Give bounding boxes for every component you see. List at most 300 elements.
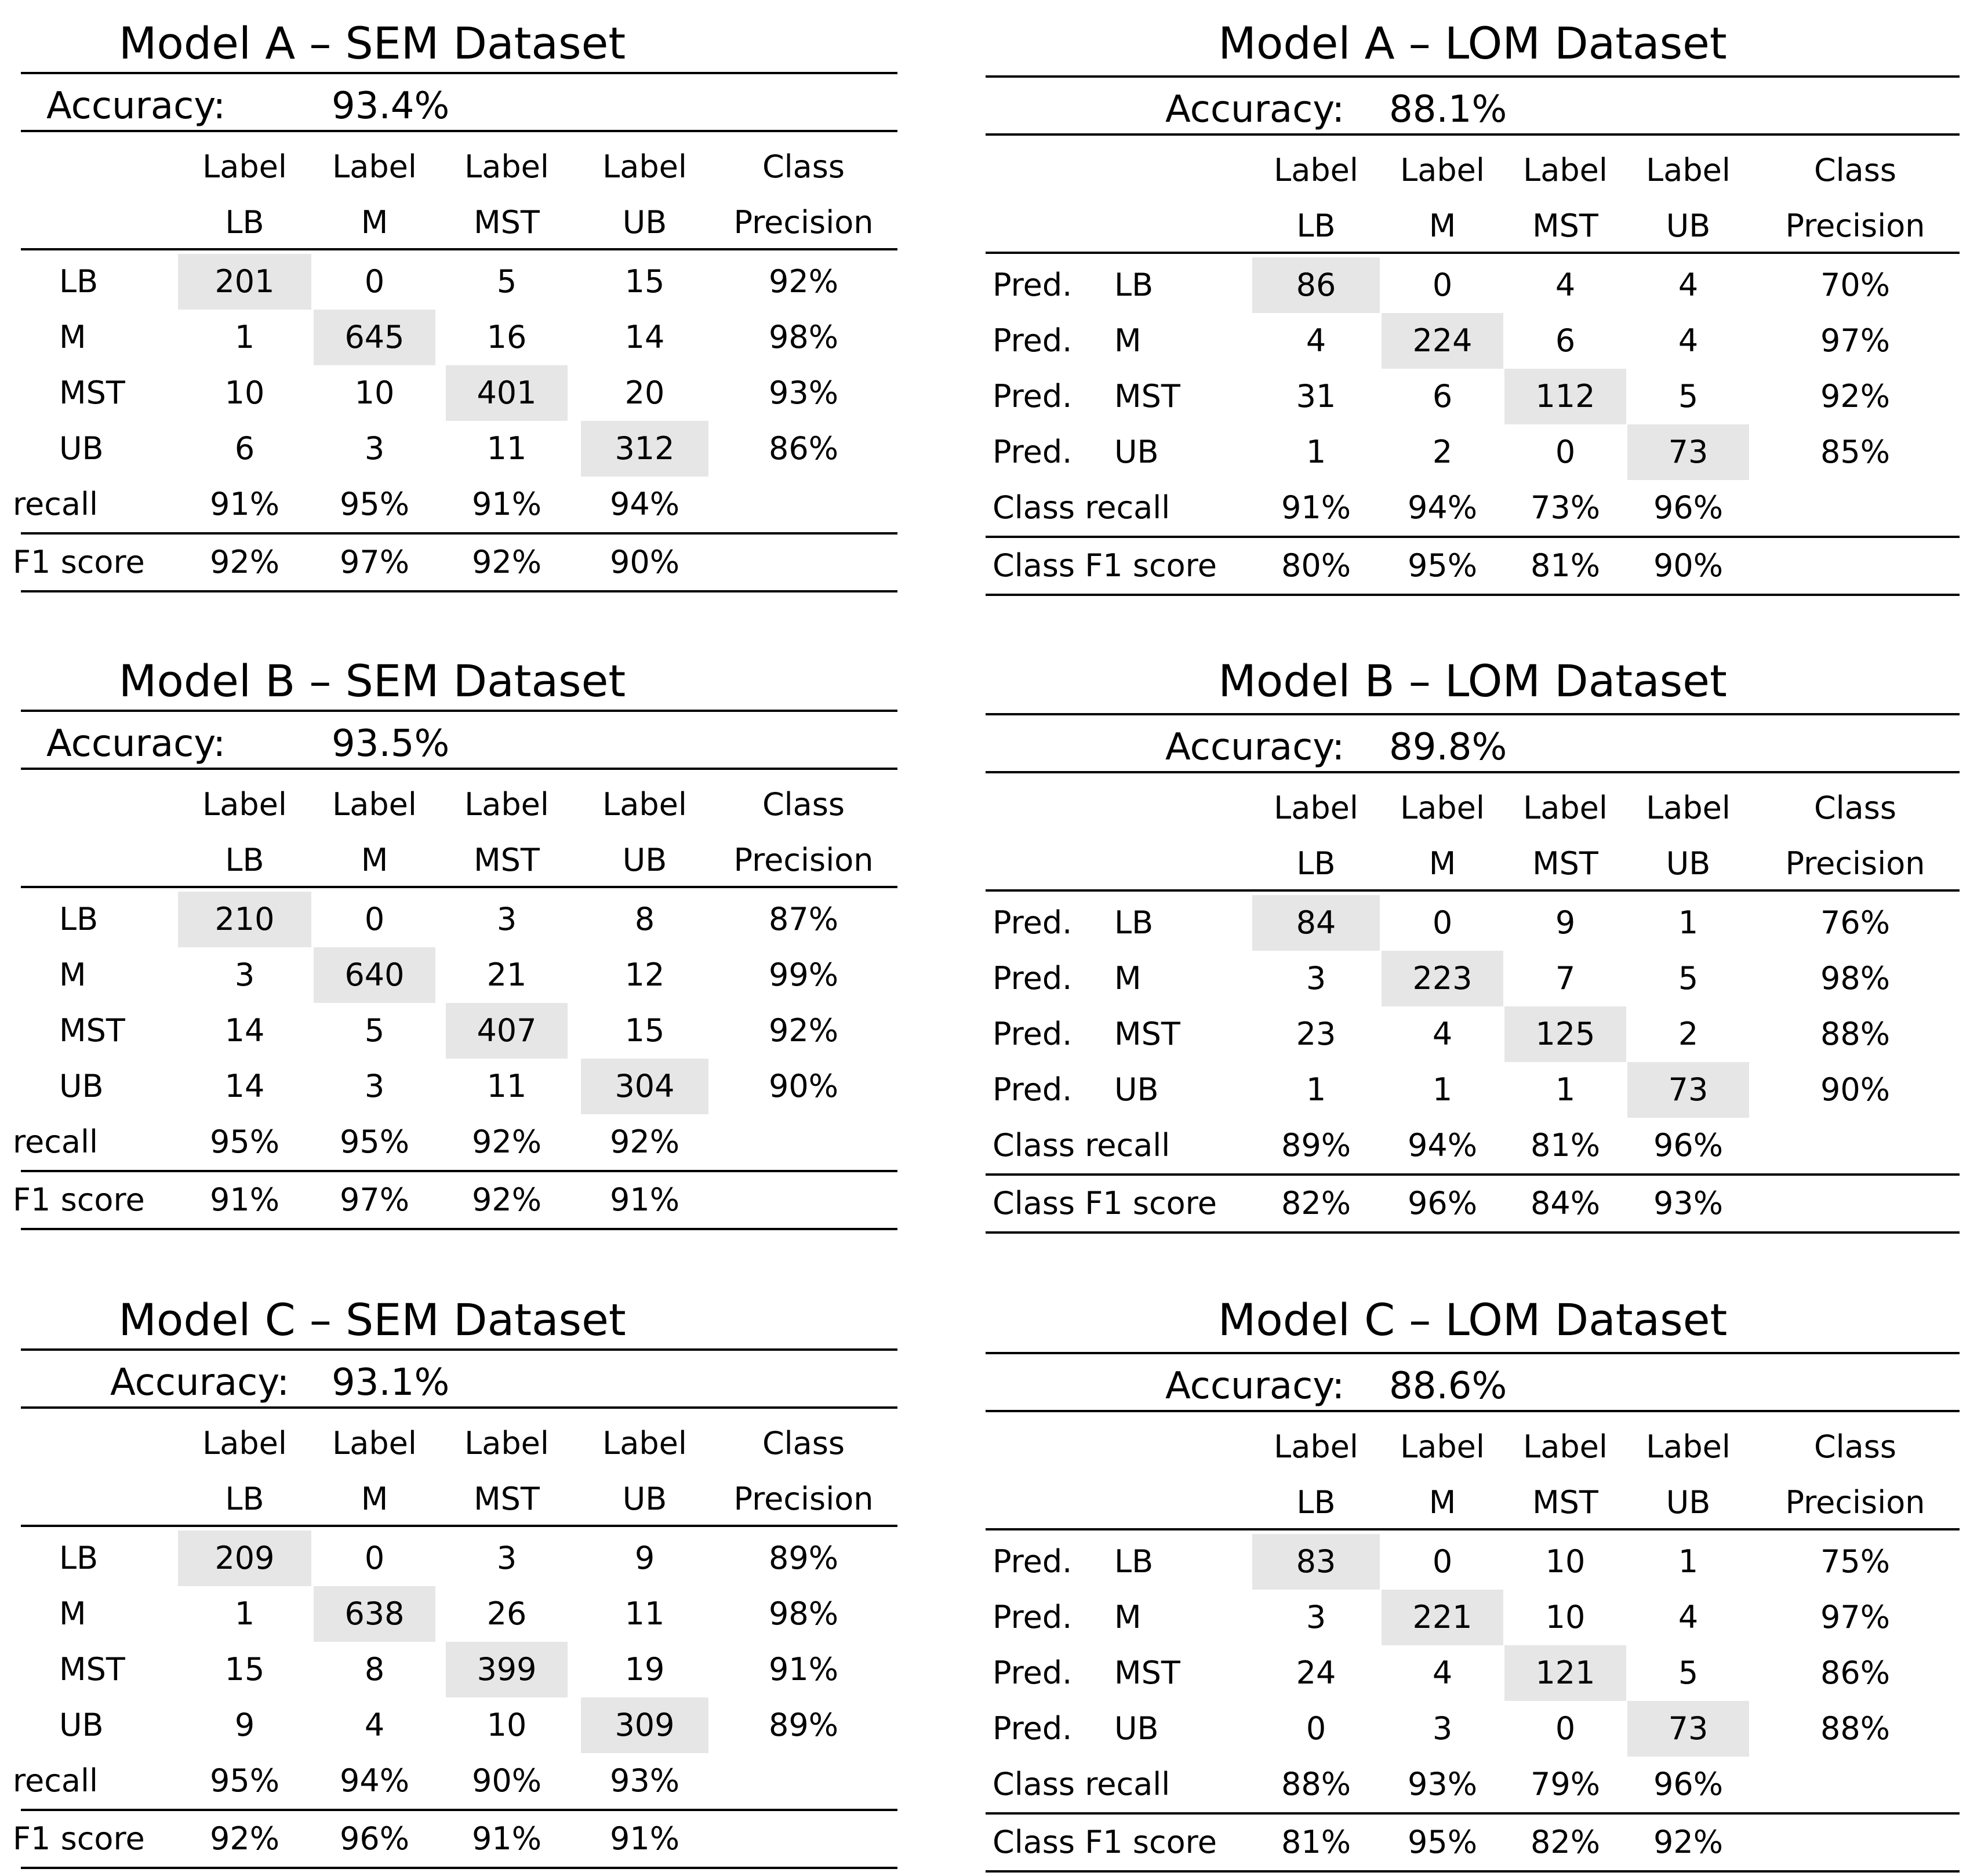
matrix-cell: 24	[1296, 1655, 1336, 1691]
matrix-cell: 0	[1306, 1710, 1326, 1747]
column-header-class: UB	[1666, 845, 1711, 882]
matrix-cell: 21	[486, 957, 527, 993]
accuracy-label: Accuracy:	[46, 722, 226, 765]
row-pred-label: Pred.	[993, 904, 1073, 941]
class-f1-cell: 95%	[1407, 547, 1478, 584]
row-pred-label: Pred.	[993, 1543, 1073, 1580]
matrix-cell: 3	[234, 957, 255, 993]
class-f1-cell: 97%	[339, 1181, 410, 1218]
header-rule	[986, 1528, 1960, 1530]
column-header-class: M	[361, 204, 388, 241]
class-f1-cell: 95%	[1407, 1824, 1478, 1860]
column-header: Class	[762, 148, 845, 185]
column-header-class: UB	[622, 842, 667, 878]
matrix-cell: 1	[1678, 904, 1699, 941]
column-header-class: Precision	[733, 842, 874, 878]
matrix-cell: 10	[1545, 1543, 1586, 1580]
row-class-label: UB	[1114, 434, 1159, 470]
matrix-cell: 1	[234, 319, 255, 355]
class-recall-cell: 96%	[1653, 489, 1724, 526]
diagonal-cell: 83	[1252, 1534, 1380, 1590]
column-header-class: M	[1428, 845, 1456, 882]
matrix-cell: 4	[1432, 1016, 1453, 1052]
matrix-cell: 1	[1306, 1071, 1326, 1108]
column-header: Label	[332, 1425, 417, 1461]
matrix-cell: 5	[496, 263, 517, 300]
diagonal-cell: 84	[1252, 895, 1380, 951]
class-recall-cell: 95%	[339, 1124, 410, 1160]
row-class-label: M	[1114, 1599, 1142, 1635]
accuracy-label: Accuracy:	[110, 1361, 290, 1404]
diagonal-cell: 638	[314, 1586, 435, 1642]
title-rule	[21, 72, 897, 74]
matrix-cell: 2	[1678, 1016, 1699, 1052]
row-class-label: MST	[1114, 1016, 1180, 1052]
header-rule	[986, 889, 1960, 892]
diagonal-cell: 73	[1627, 1701, 1749, 1757]
matrix-cell: 6	[1432, 378, 1453, 415]
matrix-cell: 9	[234, 1707, 255, 1743]
column-header: Label	[464, 1425, 549, 1461]
row-class-label: LB	[1114, 267, 1154, 303]
f1-rule	[986, 1870, 1960, 1873]
column-header: Label	[602, 786, 687, 823]
class-precision-cell: 90%	[768, 1068, 839, 1104]
column-header-class: MST	[474, 1481, 540, 1517]
matrix-cell: 8	[634, 901, 655, 937]
column-header: Label	[202, 786, 287, 823]
class-recall-cell: 91%	[209, 486, 280, 522]
f1-label: Class F1 score	[993, 1824, 1217, 1860]
matrix-cell: 10	[354, 375, 395, 411]
class-f1-cell: 93%	[1653, 1185, 1724, 1221]
panel-title: Model A – LOM Dataset	[1218, 17, 1727, 69]
matrix-cell: 10	[224, 375, 265, 411]
column-header-class: LB	[225, 1481, 264, 1517]
row-class-label: M	[1114, 960, 1142, 997]
class-precision-cell: 88%	[1820, 1710, 1891, 1747]
row-class-label: LB	[1114, 904, 1154, 941]
matrix-cell: 3	[496, 1540, 517, 1576]
accuracy-label: Accuracy:	[46, 85, 226, 128]
panel-title: Model B – LOM Dataset	[1218, 655, 1727, 707]
matrix-cell: 3	[1432, 1710, 1453, 1747]
f1-rule	[21, 1228, 897, 1230]
class-recall-cell: 95%	[339, 486, 410, 522]
class-recall-cell: 73%	[1530, 489, 1601, 526]
class-recall-cell: 90%	[471, 1762, 542, 1799]
class-precision-cell: 97%	[1820, 1599, 1891, 1635]
recall-label: recall	[13, 1124, 99, 1160]
accuracy-value: 93.5%	[332, 722, 450, 765]
matrix-cell: 19	[624, 1651, 665, 1688]
accuracy-value: 88.1%	[1389, 88, 1507, 131]
f1-rule	[21, 590, 897, 592]
recall-label: Class recall	[993, 489, 1171, 526]
matrix-cell: 3	[364, 1068, 385, 1104]
header-rule	[21, 248, 897, 250]
recall-label: recall	[13, 1762, 99, 1799]
f1-label: F1 score	[13, 544, 145, 580]
diagonal-cell: 73	[1627, 1062, 1749, 1118]
column-header: Label	[1646, 1428, 1731, 1465]
matrix-cell: 15	[224, 1651, 265, 1688]
accuracy-rule	[986, 771, 1960, 773]
column-header: Class	[1813, 1428, 1897, 1465]
diagonal-cell: 407	[446, 1003, 568, 1059]
row-pred-label: Pred.	[993, 1071, 1073, 1108]
matrix-cell: 4	[1678, 322, 1699, 359]
matrix-cell: 5	[1678, 1655, 1699, 1691]
row-class-label: LB	[59, 901, 99, 937]
class-recall-cell: 79%	[1530, 1766, 1601, 1802]
diagonal-cell: 224	[1382, 313, 1503, 369]
class-precision-cell: 89%	[768, 1540, 839, 1576]
diagonal-cell: 401	[446, 365, 568, 421]
class-f1-cell: 82%	[1281, 1185, 1351, 1221]
matrix-cell: 1	[1678, 1543, 1699, 1580]
column-header: Class	[762, 786, 845, 823]
row-class-label: M	[59, 319, 86, 355]
class-f1-cell: 91%	[609, 1820, 680, 1857]
class-recall-cell: 96%	[1653, 1127, 1724, 1164]
column-header-class: LB	[225, 204, 264, 241]
matrix-cell: 20	[624, 375, 665, 411]
class-f1-cell: 92%	[471, 544, 542, 580]
class-f1-cell: 81%	[1530, 547, 1601, 584]
matrix-cell: 9	[1555, 904, 1576, 941]
class-precision-cell: 98%	[768, 1595, 839, 1632]
accuracy-label: Accuracy:	[1165, 1365, 1345, 1408]
column-header-class: MST	[1532, 1484, 1598, 1521]
matrix-cell: 12	[624, 957, 665, 993]
class-precision-cell: 90%	[1820, 1071, 1891, 1108]
matrix-cell: 0	[1432, 267, 1453, 303]
matrix-cell: 4	[1432, 1655, 1453, 1691]
class-precision-cell: 85%	[1820, 434, 1891, 470]
matrix-cell: 5	[364, 1012, 385, 1049]
matrix-cell: 23	[1296, 1016, 1336, 1052]
column-header: Label	[602, 148, 687, 185]
column-header-class: LB	[1296, 208, 1336, 244]
class-recall-cell: 88%	[1281, 1766, 1351, 1802]
f1-label: Class F1 score	[993, 547, 1217, 584]
class-f1-cell: 92%	[471, 1181, 542, 1218]
matrix-cell: 14	[624, 319, 665, 355]
matrix-cell: 6	[234, 430, 255, 467]
row-class-label: LB	[59, 263, 99, 300]
title-rule	[986, 75, 1960, 78]
column-header-class: M	[361, 1481, 388, 1517]
column-header: Label	[1400, 790, 1485, 826]
row-class-label: MST	[59, 1651, 125, 1688]
matrix-cell: 0	[1555, 1710, 1576, 1747]
panel-title: Model B – SEM Dataset	[118, 655, 626, 707]
column-header-class: UB	[1666, 208, 1711, 244]
matrix-cell: 3	[364, 430, 385, 467]
class-precision-cell: 99%	[768, 957, 839, 993]
column-header: Class	[1813, 152, 1897, 188]
class-precision-cell: 93%	[768, 375, 839, 411]
column-header: Label	[1646, 790, 1731, 826]
class-recall-cell: 95%	[209, 1124, 280, 1160]
class-f1-cell: 91%	[609, 1181, 680, 1218]
diagonal-cell: 209	[178, 1530, 311, 1586]
diagonal-cell: 125	[1504, 1006, 1626, 1062]
diagonal-cell: 221	[1382, 1590, 1503, 1645]
column-header-class: Precision	[733, 1481, 874, 1517]
matrix-cell: 15	[624, 1012, 665, 1049]
class-recall-cell: 96%	[1653, 1766, 1724, 1802]
matrix-cell: 10	[1545, 1599, 1586, 1635]
class-precision-cell: 98%	[1820, 960, 1891, 997]
diagonal-cell: 121	[1504, 1645, 1626, 1701]
row-class-label: M	[59, 957, 86, 993]
row-pred-label: Pred.	[993, 1599, 1073, 1635]
matrix-cell: 3	[1306, 1599, 1326, 1635]
class-recall-cell: 89%	[1281, 1127, 1351, 1164]
matrix-cell: 9	[634, 1540, 655, 1576]
row-pred-label: Pred.	[993, 1655, 1073, 1691]
class-precision-cell: 92%	[768, 1012, 839, 1049]
matrix-cell: 0	[364, 263, 385, 300]
accuracy-value: 89.8%	[1389, 726, 1507, 769]
matrix-cell: 14	[224, 1012, 265, 1049]
class-recall-cell: 95%	[209, 1762, 280, 1799]
diagonal-cell: 86	[1252, 257, 1380, 313]
column-header: Class	[762, 1425, 845, 1461]
row-class-label: LB	[1114, 1543, 1154, 1580]
class-f1-cell: 90%	[609, 544, 680, 580]
column-header: Class	[1813, 790, 1897, 826]
class-recall-cell: 94%	[1407, 1127, 1478, 1164]
matrix-cell: 4	[1306, 322, 1326, 359]
class-precision-cell: 76%	[1820, 904, 1891, 941]
matrix-cell: 5	[1678, 378, 1699, 415]
class-f1-cell: 96%	[339, 1820, 410, 1857]
row-class-label: MST	[59, 1012, 125, 1049]
panel-title: Model C – LOM Dataset	[1217, 1294, 1728, 1346]
panel-title: Model C – SEM Dataset	[118, 1294, 626, 1346]
f1-rule	[21, 1867, 897, 1869]
column-header-class: MST	[1532, 845, 1598, 882]
accuracy-rule	[21, 1406, 897, 1409]
matrix-cell: 0	[364, 1540, 385, 1576]
row-pred-label: Pred.	[993, 378, 1073, 415]
diagonal-cell: 73	[1627, 424, 1749, 480]
row-class-label: UB	[59, 1068, 104, 1104]
matrix-cell: 7	[1555, 960, 1576, 997]
class-precision-cell: 91%	[768, 1651, 839, 1688]
matrix-cell: 10	[486, 1707, 527, 1743]
accuracy-label: Accuracy:	[1165, 726, 1345, 769]
title-rule	[986, 1352, 1960, 1354]
column-header: Label	[1523, 1428, 1608, 1465]
column-header: Label	[1400, 152, 1485, 188]
header-rule	[21, 886, 897, 888]
row-class-label: M	[1114, 322, 1142, 359]
recall-label: recall	[13, 486, 99, 522]
row-pred-label: Pred.	[993, 322, 1073, 359]
column-header-class: MST	[474, 842, 540, 878]
accuracy-rule	[986, 1410, 1960, 1412]
matrix-cell: 0	[1432, 904, 1453, 941]
class-f1-cell: 92%	[209, 1820, 280, 1857]
class-f1-cell: 84%	[1530, 1185, 1601, 1221]
column-header-class: M	[1428, 208, 1456, 244]
matrix-cell: 4	[364, 1707, 385, 1743]
class-f1-cell: 92%	[1653, 1824, 1724, 1860]
class-precision-cell: 92%	[768, 263, 839, 300]
row-pred-label: Pred.	[993, 434, 1073, 470]
f1-label: F1 score	[13, 1820, 145, 1857]
column-header: Label	[1274, 790, 1358, 826]
column-header: Label	[602, 1425, 687, 1461]
column-header-class: UB	[622, 1481, 667, 1517]
header-rule	[21, 1525, 897, 1527]
column-header: Label	[1274, 152, 1358, 188]
class-precision-cell: 87%	[768, 901, 839, 937]
matrix-cell: 3	[496, 901, 517, 937]
row-class-label: UB	[59, 430, 104, 467]
class-recall-cell: 81%	[1530, 1127, 1601, 1164]
class-precision-cell: 97%	[1820, 322, 1891, 359]
column-header: Label	[1523, 152, 1608, 188]
matrix-cell: 11	[486, 1068, 527, 1104]
row-pred-label: Pred.	[993, 267, 1073, 303]
column-header-class: M	[1428, 1484, 1456, 1521]
column-header: Label	[1523, 790, 1608, 826]
accuracy-value: 93.4%	[332, 85, 450, 128]
row-class-label: MST	[1114, 1655, 1180, 1691]
column-header: Label	[1274, 1428, 1358, 1465]
column-header-class: MST	[474, 204, 540, 241]
matrix-cell: 1	[234, 1595, 255, 1632]
row-pred-label: Pred.	[993, 960, 1073, 997]
diagonal-cell: 201	[178, 254, 311, 310]
f1-rule	[986, 1231, 1960, 1234]
accuracy-rule	[986, 133, 1960, 136]
accuracy-rule	[21, 768, 897, 770]
accuracy-rule	[21, 130, 897, 132]
class-recall-cell: 93%	[1407, 1766, 1478, 1802]
column-header: Label	[1646, 152, 1731, 188]
f1-label: Class F1 score	[993, 1185, 1217, 1221]
column-header: Label	[202, 1425, 287, 1461]
matrix-cell: 8	[364, 1651, 385, 1688]
row-pred-label: Pred.	[993, 1016, 1073, 1052]
title-rule	[21, 1348, 897, 1351]
header-rule	[986, 252, 1960, 254]
row-class-label: UB	[1114, 1071, 1159, 1108]
class-precision-cell: 89%	[768, 1707, 839, 1743]
column-header: Label	[332, 786, 417, 823]
matrix-cell: 4	[1678, 1599, 1699, 1635]
class-recall-cell: 93%	[609, 1762, 680, 1799]
diagonal-cell: 223	[1382, 951, 1503, 1006]
class-precision-cell: 75%	[1820, 1543, 1891, 1580]
class-recall-cell: 92%	[609, 1124, 680, 1160]
column-header-class: LB	[1296, 1484, 1336, 1521]
accuracy-label: Accuracy:	[1165, 88, 1345, 131]
class-recall-cell: 94%	[609, 486, 680, 522]
title-rule	[986, 713, 1960, 715]
row-class-label: M	[59, 1595, 86, 1632]
column-header: Label	[332, 148, 417, 185]
class-precision-cell: 98%	[768, 319, 839, 355]
column-header: Label	[464, 786, 549, 823]
column-header-class: LB	[225, 842, 264, 878]
panel-title: Model A – SEM Dataset	[118, 17, 626, 69]
class-f1-cell: 90%	[1653, 547, 1724, 584]
diagonal-cell: 399	[446, 1642, 568, 1697]
diagonal-cell: 304	[581, 1059, 708, 1114]
class-f1-cell: 91%	[471, 1820, 542, 1857]
row-class-label: MST	[1114, 378, 1180, 415]
title-rule	[21, 710, 897, 712]
f1-label: F1 score	[13, 1181, 145, 1218]
row-class-label: MST	[59, 375, 125, 411]
column-header-class: UB	[1666, 1484, 1711, 1521]
class-recall-cell: 92%	[471, 1124, 542, 1160]
column-header-class: UB	[622, 204, 667, 241]
matrix-cell: 0	[1555, 434, 1576, 470]
class-f1-cell: 80%	[1281, 547, 1351, 584]
class-precision-cell: 70%	[1820, 267, 1891, 303]
matrix-cell: 15	[624, 263, 665, 300]
diagonal-cell: 640	[314, 947, 435, 1003]
column-header-class: Precision	[733, 204, 874, 241]
matrix-cell: 2	[1432, 434, 1453, 470]
class-f1-cell: 82%	[1530, 1824, 1601, 1860]
diagonal-cell: 309	[581, 1697, 708, 1753]
matrix-cell: 11	[624, 1595, 665, 1632]
class-precision-cell: 86%	[768, 430, 839, 467]
row-pred-label: Pred.	[993, 1710, 1073, 1747]
recall-label: Class recall	[993, 1127, 1171, 1164]
class-precision-cell: 86%	[1820, 1655, 1891, 1691]
matrix-cell: 1	[1306, 434, 1326, 470]
class-f1-cell: 97%	[339, 544, 410, 580]
matrix-cell: 1	[1555, 1071, 1576, 1108]
accuracy-value: 93.1%	[332, 1361, 450, 1404]
column-header: Label	[202, 148, 287, 185]
matrix-cell: 4	[1555, 267, 1576, 303]
f1-rule	[986, 594, 1960, 596]
diagonal-cell: 645	[314, 310, 435, 365]
matrix-cell: 26	[486, 1595, 527, 1632]
recall-label: Class recall	[993, 1766, 1171, 1802]
accuracy-value: 88.6%	[1389, 1365, 1507, 1408]
column-header-class: Precision	[1785, 1484, 1925, 1521]
matrix-cell: 14	[224, 1068, 265, 1104]
column-header-class: LB	[1296, 845, 1336, 882]
class-precision-cell: 92%	[1820, 378, 1891, 415]
class-f1-cell: 96%	[1407, 1185, 1478, 1221]
class-recall-cell: 91%	[471, 486, 542, 522]
matrix-cell: 11	[486, 430, 527, 467]
class-f1-cell: 91%	[209, 1181, 280, 1218]
matrix-cell: 16	[486, 319, 527, 355]
column-header-class: Precision	[1785, 208, 1925, 244]
row-class-label: UB	[59, 1707, 104, 1743]
diagonal-cell: 312	[581, 421, 708, 477]
column-header: Label	[1400, 1428, 1485, 1465]
matrix-cell: 4	[1678, 267, 1699, 303]
matrix-cell: 6	[1555, 322, 1576, 359]
column-header-class: M	[361, 842, 388, 878]
class-f1-cell: 92%	[209, 544, 280, 580]
